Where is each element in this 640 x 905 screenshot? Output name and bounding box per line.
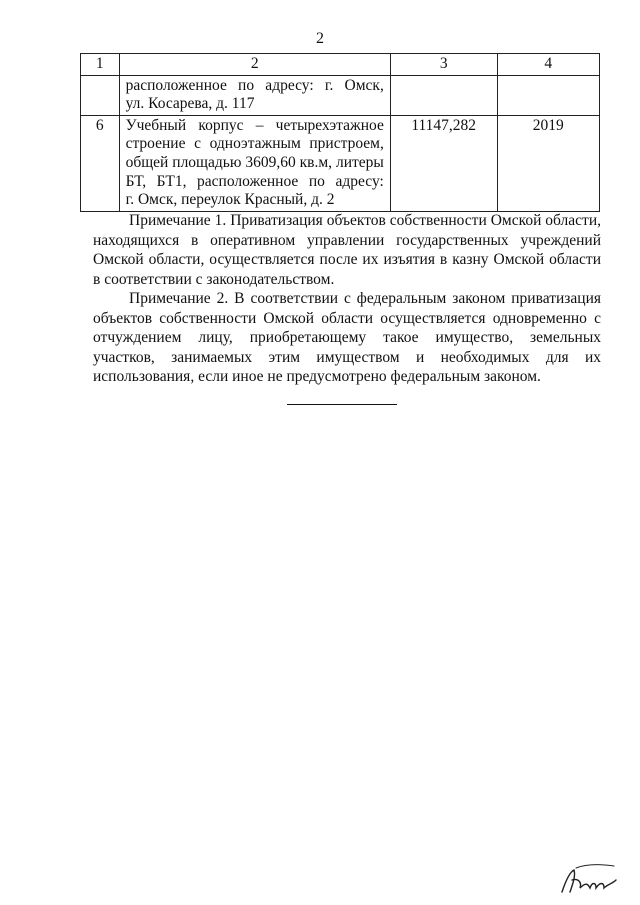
signature-icon (556, 862, 620, 898)
description-line: БТ, БТ1, расположенное по адресу: (125, 172, 384, 190)
header-col-4: 4 (497, 54, 599, 76)
row-number: 6 (81, 115, 120, 211)
row-description (119, 75, 390, 115)
description-line: ул. Косарева, д. 117 (125, 95, 255, 113)
row-number (81, 75, 120, 115)
page-number: 2 (316, 30, 324, 47)
table-row (81, 115, 600, 211)
description-line: Учебный корпус – четырехэтажное (125, 116, 384, 134)
note-1: Примечание 1. Приватизация объектов собственности Омской области, находящихся в оперативном управлении государственных учреждений Омской области, осуществляется после их изъятия в казну Омской области в соответствии с законодательством. (93, 212, 601, 288)
header-col-3: 3 (390, 54, 497, 76)
property-table (80, 53, 600, 212)
row-description (119, 115, 390, 211)
row-year: 2019 (497, 115, 599, 211)
header-col-2: 2 (119, 54, 390, 76)
description-line: строение с одноэтажным пристроем, (125, 135, 384, 153)
description-line: г. Омск, переулок Красный, д. 2 (125, 191, 335, 209)
description-line: общей площадью 3609,60 кв.м, литеры (125, 153, 384, 171)
row-area: 11147,282 (390, 115, 497, 211)
row-area (390, 75, 497, 115)
note-2: Примечание 2. В соответствии с федеральным законом приватизация объектов собственности Омской области осуществляется одновременно с отчуждением лицу, приобретающему такое имущество, земельных участков, занимаемых этим имуществом и необходимых для их использования, если иное не предусмотрено федеральным законом. (93, 290, 601, 385)
description-line: расположенное по адресу: г. Омск, (125, 76, 384, 94)
table-header-row (81, 54, 600, 76)
row-year (497, 75, 599, 115)
notes-section (93, 211, 601, 387)
table-row (81, 75, 600, 115)
closing-rule (287, 404, 397, 405)
header-col-1: 1 (81, 54, 120, 76)
